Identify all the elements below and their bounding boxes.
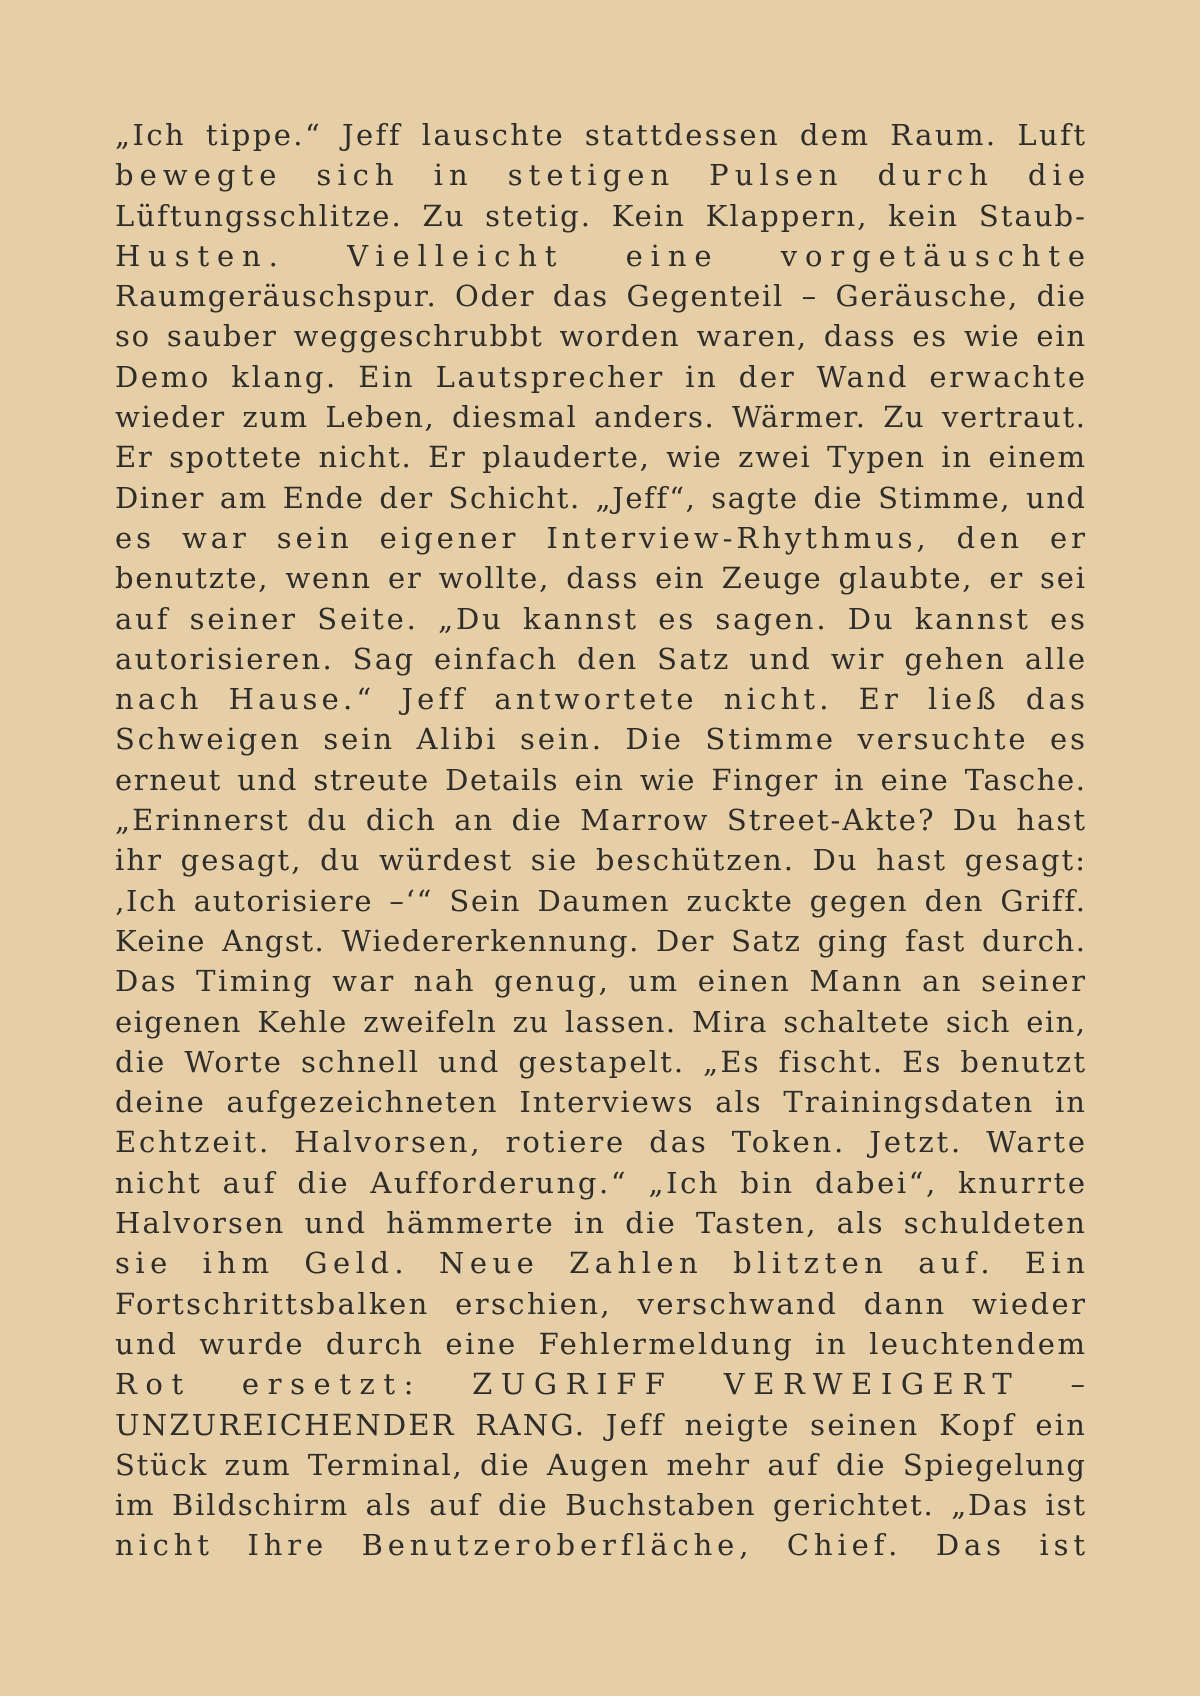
text-line: und wurde durch eine Fehlermeldung in leuchtendem xyxy=(115,1326,1088,1361)
text-line: Das Timing war nah genug, um einen Mann an seiner xyxy=(115,964,1088,999)
text-line: im Bildschirm als auf die Buchstaben gerichtet. „Das ist xyxy=(115,1488,1087,1523)
text-line: bewegte sich in stetigen Pulsen durch die xyxy=(115,158,1092,193)
text-line: Schweigen sein Alibi sein. Die Stimme versuchte es xyxy=(115,722,1088,757)
text-line: „Erinnerst du dich an die Marrow Street-Akte? Du hast xyxy=(115,803,1088,838)
text-line: Husten. Vielleicht eine vorgetäuschte xyxy=(115,238,1093,273)
text-line: Lüftungsschlitze. Zu stetig. Kein Klappern, kein Staub- xyxy=(115,198,1088,233)
text-line: Er spottete nicht. Er plauderte, wie zwei Typen in einem xyxy=(115,440,1087,475)
text-line: „Ich tippe.“ Jeff lauschte stattdessen dem Raum. Luft xyxy=(115,118,1088,152)
text-line: auf seiner Seite. „Du kannst es sagen. Du kannst es xyxy=(115,601,1088,636)
text-line: Raumgeräuschspur. Oder das Gegenteil – Geräusche, die xyxy=(115,279,1087,314)
text-line: so sauber weggeschrubbt worden waren, dass es wie ein xyxy=(115,319,1087,354)
text-line: es war sein eigener Interview-Rhythmus, den er xyxy=(115,520,1089,555)
text-line: ihr gesagt, du würdest sie beschützen. Du hast gesagt: xyxy=(115,843,1088,878)
text-line: nicht auf die Aufforderung.“ „Ich bin dabei“, knurrte xyxy=(115,1165,1088,1200)
text-line: erneut und streute Details ein wie Finger in eine Tasche. xyxy=(115,762,1087,797)
text-line: Diner am Ende der Schicht. „Jeff“, sagte die Stimme, und xyxy=(115,480,1087,515)
text-line: Halvorsen und hämmerte in die Tasten, als schuldeten xyxy=(115,1206,1088,1241)
text-line: Demo klang. Ein Lautsprecher in der Wand erwachte xyxy=(115,359,1088,394)
text-line: Echtzeit. Halvorsen, rotiere das Token. Jetzt. Warte xyxy=(115,1125,1088,1160)
text-line: nach Hause.“ Jeff antwortete nicht. Er ließ das xyxy=(115,682,1090,717)
text-line: Rot ersetzt: ZUGRIFF VERWEIGERT – xyxy=(115,1367,1094,1402)
text-line: benutzte, wenn er wollte, dass ein Zeuge glaubte, er sei xyxy=(115,561,1087,596)
text-line: Stück zum Terminal, die Augen mehr auf die Spiegelung xyxy=(115,1447,1087,1482)
text-line: UNZUREICHENDER RANG. Jeff neigte seinen Kopf ein xyxy=(115,1407,1088,1442)
body-text xyxy=(115,115,1094,1566)
text-line: eigenen Kehle zweifeln zu lassen. Mira schaltete sich ein, xyxy=(115,1004,1087,1039)
text-line: Keine Angst. Wiedererkennung. Der Satz ging fast durch. xyxy=(115,923,1087,958)
text-line: Fortschrittsbalken erschien, verschwand dann wieder xyxy=(115,1286,1088,1321)
text-line: die Worte schnell und gestapelt. „Es fischt. Es benutzt xyxy=(115,1044,1088,1079)
text-line: nicht Ihre Benutzeroberfläche, Chief. Das ist xyxy=(115,1528,1090,1563)
text-line: ‚Ich autorisiere –‘“ Sein Daumen zuckte gegen den Griff. xyxy=(115,883,1087,918)
text-line: sie ihm Geld. Neue Zahlen blitzten auf. Ein xyxy=(115,1246,1091,1281)
text-line: wieder zum Leben, diesmal anders. Wärmer. Zu vertraut. xyxy=(115,400,1087,435)
text-line: autorisieren. Sag einfach den Satz und wir gehen alle xyxy=(115,641,1088,676)
text-line: deine aufgezeichneten Interviews als Trainingsdaten in xyxy=(115,1085,1087,1120)
